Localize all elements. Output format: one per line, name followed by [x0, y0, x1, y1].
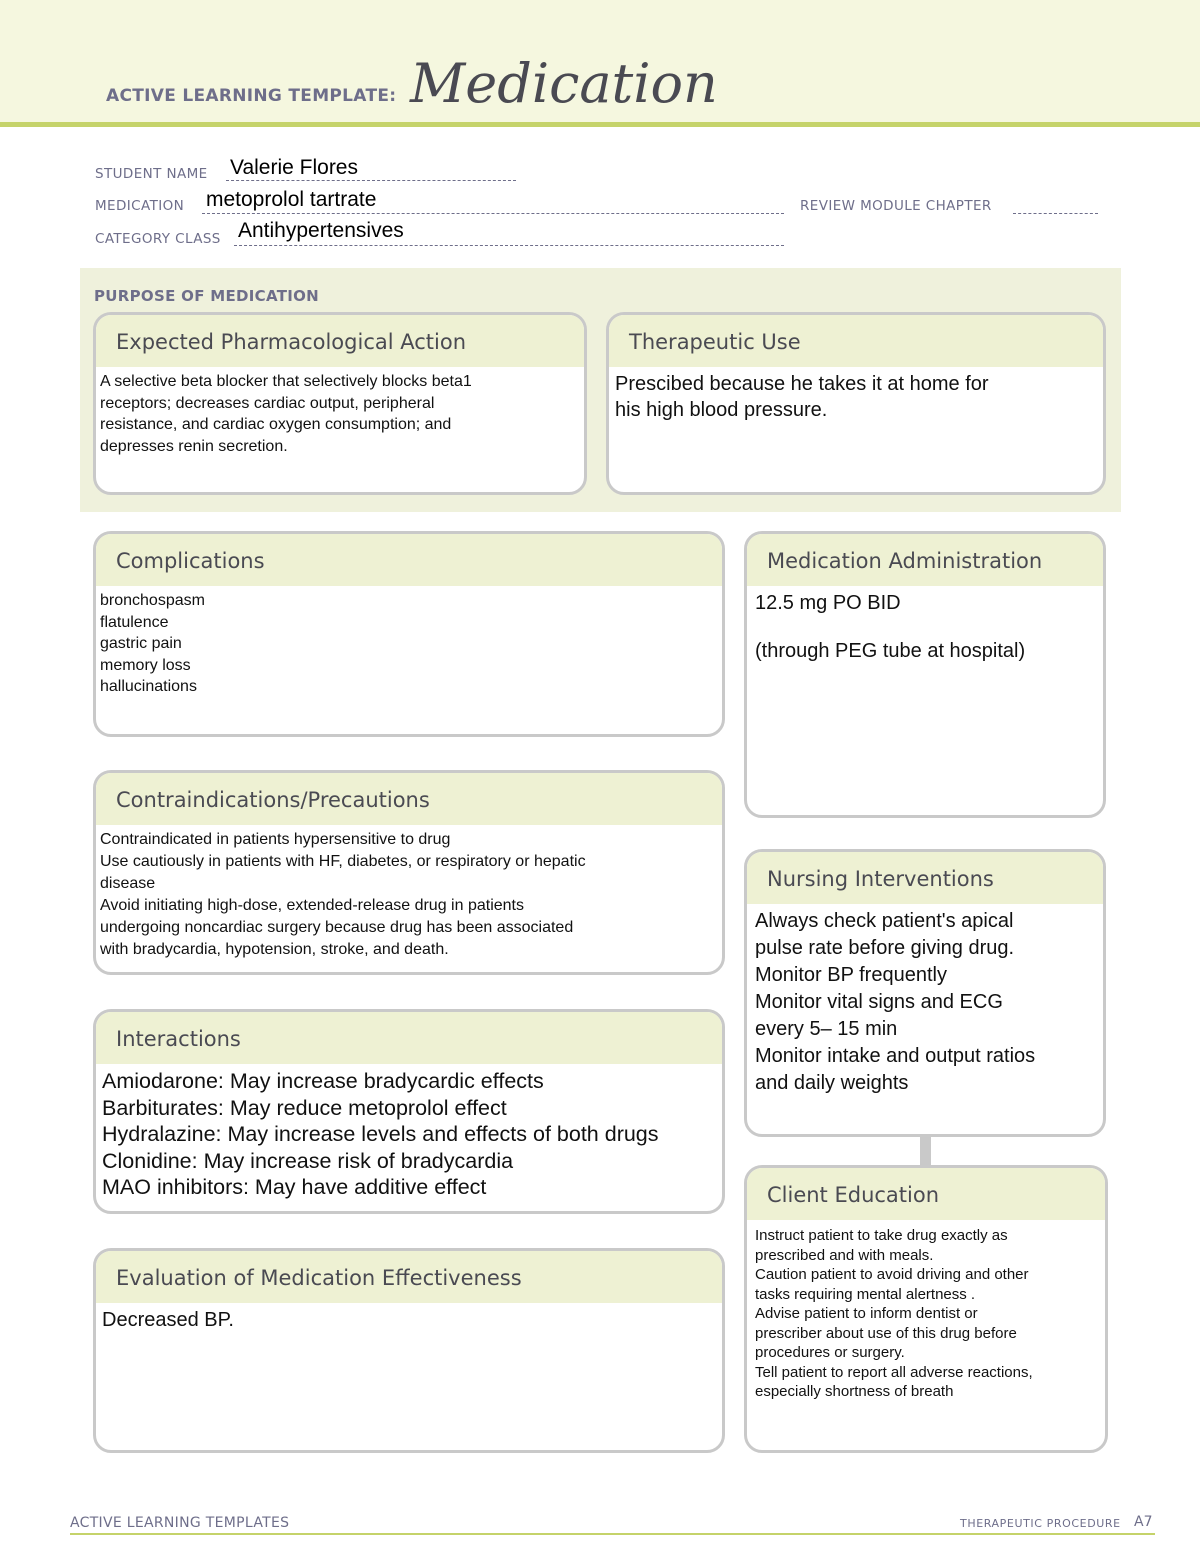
text-line: disease	[100, 875, 156, 892]
text-line: Prescibed because he takes it at home for	[615, 373, 989, 395]
card-header	[609, 315, 1103, 367]
card-header	[747, 534, 1103, 586]
medication-line	[202, 213, 784, 214]
footer-right: THERAPEUTIC PROCEDURE	[960, 1517, 1121, 1530]
category-class-line	[234, 245, 784, 246]
card-header	[96, 534, 722, 586]
text-line: Avoid initiating high-dose, extended-release drug in patients	[100, 897, 524, 914]
template-label: ACTIVE LEARNING TEMPLATE:	[106, 86, 397, 106]
contraindications-text[interactable]	[96, 825, 722, 967]
therapeutic-use-title: Therapeutic Use	[629, 330, 801, 354]
list-item: Clonidine: May increase risk of bradycardia	[102, 1148, 514, 1173]
review-module-label: REVIEW MODULE CHAPTER	[800, 198, 992, 214]
review-module-line	[1013, 213, 1098, 214]
text-line: depresses renin secretion.	[100, 437, 288, 455]
nursing-interventions-card	[744, 849, 1106, 1137]
card-header	[96, 1012, 722, 1064]
list-item: gastric pain	[100, 635, 182, 652]
text-line: 12.5 mg PO BID	[755, 592, 901, 614]
page-title: Medication	[410, 52, 718, 115]
evaluation-text[interactable]	[96, 1303, 722, 1339]
text-line: Instruct patient to take drug exactly as	[755, 1227, 1008, 1244]
client-education-title: Client Education	[767, 1183, 940, 1207]
client-education-text[interactable]	[747, 1220, 1105, 1408]
expected-action-title: Expected Pharmacological Action	[116, 330, 467, 354]
list-item: flatulence	[100, 613, 169, 631]
text-line: prescriber about use of this drug before	[755, 1324, 1017, 1342]
administration-card	[744, 531, 1106, 818]
administration-text[interactable]	[747, 586, 1103, 670]
complications-text[interactable]	[96, 586, 722, 704]
nursing-interventions-title: Nursing Interventions	[767, 867, 994, 891]
evaluation-card	[93, 1248, 725, 1453]
list-item: hallucinations	[100, 678, 197, 695]
contraindications-card	[93, 770, 725, 975]
card-header	[747, 852, 1103, 904]
text-line: pulse rate before giving drug.	[755, 937, 1015, 959]
text-line: Tell patient to report all adverse reactions,	[755, 1363, 1033, 1381]
text-line: Caution patient to avoid driving and other	[755, 1266, 1029, 1283]
expected-action-text[interactable]	[96, 367, 584, 463]
contraindications-title: Contraindications/Precautions	[116, 788, 430, 812]
text-line: procedures or surgery.	[755, 1344, 905, 1361]
text-line: Advise patient to inform dentist or	[755, 1305, 978, 1322]
nursing-interventions-text[interactable]	[747, 904, 1103, 1103]
text-line: Use cautiously in patients with HF, diabetes, or respiratory or hepatic	[100, 853, 586, 870]
complications-title: Complications	[116, 549, 265, 573]
interactions-text[interactable]	[96, 1064, 722, 1207]
page-number: A7	[1134, 1514, 1153, 1530]
administration-title: Medication Administration	[767, 549, 1043, 573]
text-line: and daily weights	[755, 1072, 909, 1094]
footer-left: ACTIVE LEARNING TEMPLATES	[70, 1515, 290, 1531]
text-line: (through PEG tube at hospital)	[755, 640, 1026, 662]
client-education-card	[744, 1165, 1108, 1453]
student-name-field[interactable]: Valerie Flores	[230, 156, 358, 179]
list-item: MAO inhibitors: May have additive effect	[102, 1175, 487, 1199]
medication-field[interactable]: metoprolol tartrate	[206, 188, 377, 211]
list-item: memory loss	[100, 656, 191, 674]
list-item: Amiodarone: May increase bradycardic effects	[102, 1069, 544, 1093]
header-rule	[0, 122, 1200, 127]
category-class-label: CATEGORY CLASS	[95, 231, 221, 247]
text-line: his high blood pressure.	[615, 399, 828, 421]
footer-rule	[70, 1533, 1155, 1535]
medication-label: MEDICATION	[95, 198, 185, 214]
therapeutic-use-card	[606, 312, 1106, 495]
text-line: undergoing noncardiac surgery because drug has been associated	[100, 919, 574, 936]
card-header	[96, 315, 584, 367]
card-header	[96, 1251, 722, 1303]
text-line: Decreased BP.	[102, 1309, 234, 1331]
text-line: Monitor BP frequently	[755, 964, 947, 986]
connector-bar	[920, 1134, 931, 1166]
text-line: A selective beta blocker that selectively blocks beta1	[100, 373, 472, 390]
text-line: Monitor vital signs and ECG	[755, 991, 1003, 1013]
interactions-title: Interactions	[116, 1027, 241, 1051]
text-line: with bradycardia, hypotension, stroke, and death.	[100, 941, 449, 958]
text-line: Always check patient's apical	[755, 910, 1014, 932]
list-item: bronchospasm	[100, 592, 205, 609]
list-item: Barbiturates: May reduce metoprolol effect	[102, 1095, 507, 1120]
text-line: resistance, and cardiac oxygen consumption; and	[100, 416, 452, 433]
interactions-card	[93, 1009, 725, 1214]
card-header	[96, 773, 722, 825]
card-header	[747, 1168, 1105, 1220]
text-line: receptors; decreases cardiac output, peripheral	[100, 394, 435, 412]
category-class-field[interactable]: Antihypertensives	[238, 219, 404, 242]
text-line: Monitor intake and output ratios	[755, 1045, 1036, 1067]
text-line: every 5– 15 min	[755, 1018, 898, 1040]
text-line: especially shortness of breath	[755, 1383, 954, 1400]
text-line: Contraindicated in patients hypersensitive to drug	[100, 831, 451, 848]
text-line: prescribed and with meals.	[755, 1246, 934, 1264]
expected-action-card	[93, 312, 587, 495]
complications-card	[93, 531, 725, 737]
list-item: Hydralazine: May increase levels and effects of both drugs	[102, 1122, 659, 1146]
student-name-line	[226, 180, 516, 181]
purpose-title: PURPOSE OF MEDICATION	[94, 287, 320, 305]
evaluation-title: Evaluation of Medication Effectiveness	[116, 1266, 522, 1290]
text-line: tasks requiring mental alertness .	[755, 1285, 976, 1303]
therapeutic-use-text[interactable]	[609, 367, 1103, 429]
student-name-label: STUDENT NAME	[95, 166, 208, 182]
